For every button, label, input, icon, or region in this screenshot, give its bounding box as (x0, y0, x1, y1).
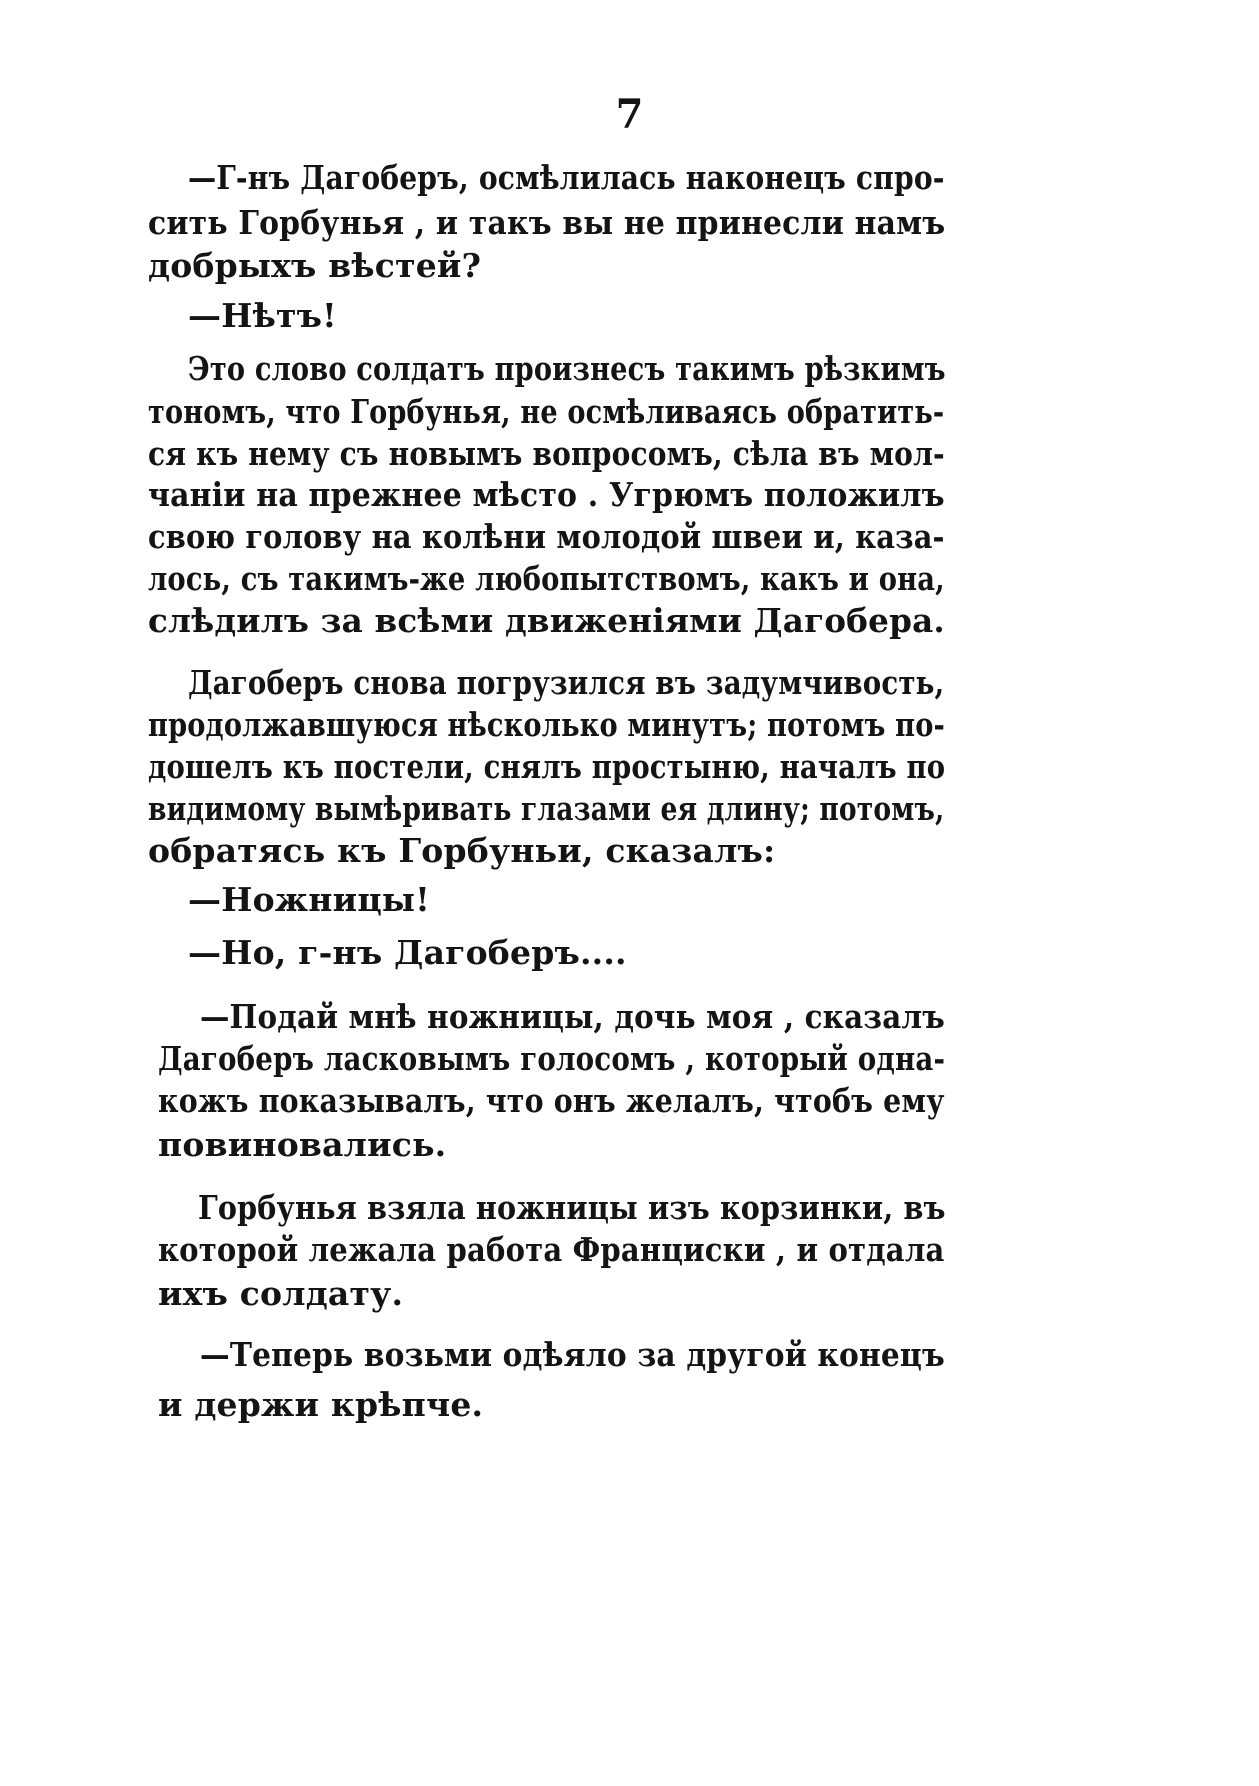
text-line: продолжавшуюся нѣсколько минутъ; потомъ по- (148, 705, 946, 744)
text-line: Дагоберъ снова погрузился въ задумчивость, (188, 663, 945, 702)
text-line: дошелъ къ постели, снялъ простыню, началъ по (148, 747, 946, 786)
text-line: —Теперь возьми одѣяло за другой конецъ (200, 1335, 945, 1374)
text-line: —Ножницы! (188, 880, 430, 919)
text-line: слѣдилъ за всѣми движеніями Дагобера. (148, 601, 945, 640)
text-line: тономъ, что Горбунья, не осмѣливаясь обратить- (148, 392, 945, 431)
text-line: лось, съ такимъ-же любопытствомъ, какъ и она, (148, 559, 945, 598)
text-line: обратясь къ Горбуньи, сказалъ: (148, 831, 776, 870)
text-line: повиновались. (158, 1125, 447, 1164)
text-line: добрыхъ вѣстей? (148, 246, 482, 285)
text-line: ихъ солдату. (158, 1274, 404, 1313)
text-line: сить Горбунья , и такъ вы не принесли намъ (148, 203, 946, 242)
text-line: —Нѣтъ! (188, 296, 337, 335)
text-line: ся къ нему съ новымъ вопросомъ, сѣла въ мол- (148, 434, 945, 473)
text-line: чаніи на прежнее мѣсто . Угрюмъ положилъ (148, 475, 945, 514)
text-line: —Но, г-нъ Дагоберъ.... (188, 933, 627, 972)
page-number: 7 (615, 91, 644, 138)
text-line: кожъ показывалъ, что онъ желалъ, чтобъ ему (158, 1081, 945, 1120)
text-line: —Подай мнѣ ножницы, дочь моя , сказалъ (200, 997, 946, 1036)
text-line: и держи крѣпче. (158, 1385, 484, 1424)
text-line: которой лежала работа Франциски , и отдала (158, 1230, 945, 1269)
text-line: —Г-нъ Дагоберъ, осмѣлилась наконецъ спро- (188, 158, 945, 197)
text-line: Это слово солдатъ произнесъ такимъ рѣзкимъ (188, 349, 946, 388)
text-line: Дагоберъ ласковымъ голосомъ , который одна- (158, 1039, 946, 1078)
text-line: видимому вымѣривать глазами ея длину; потомъ, (148, 789, 945, 828)
text-line: Горбунья взяла ножницы изъ корзинки, въ (198, 1188, 946, 1227)
text-line: свою голову на колѣни молодой швеи и, каза- (148, 517, 945, 556)
